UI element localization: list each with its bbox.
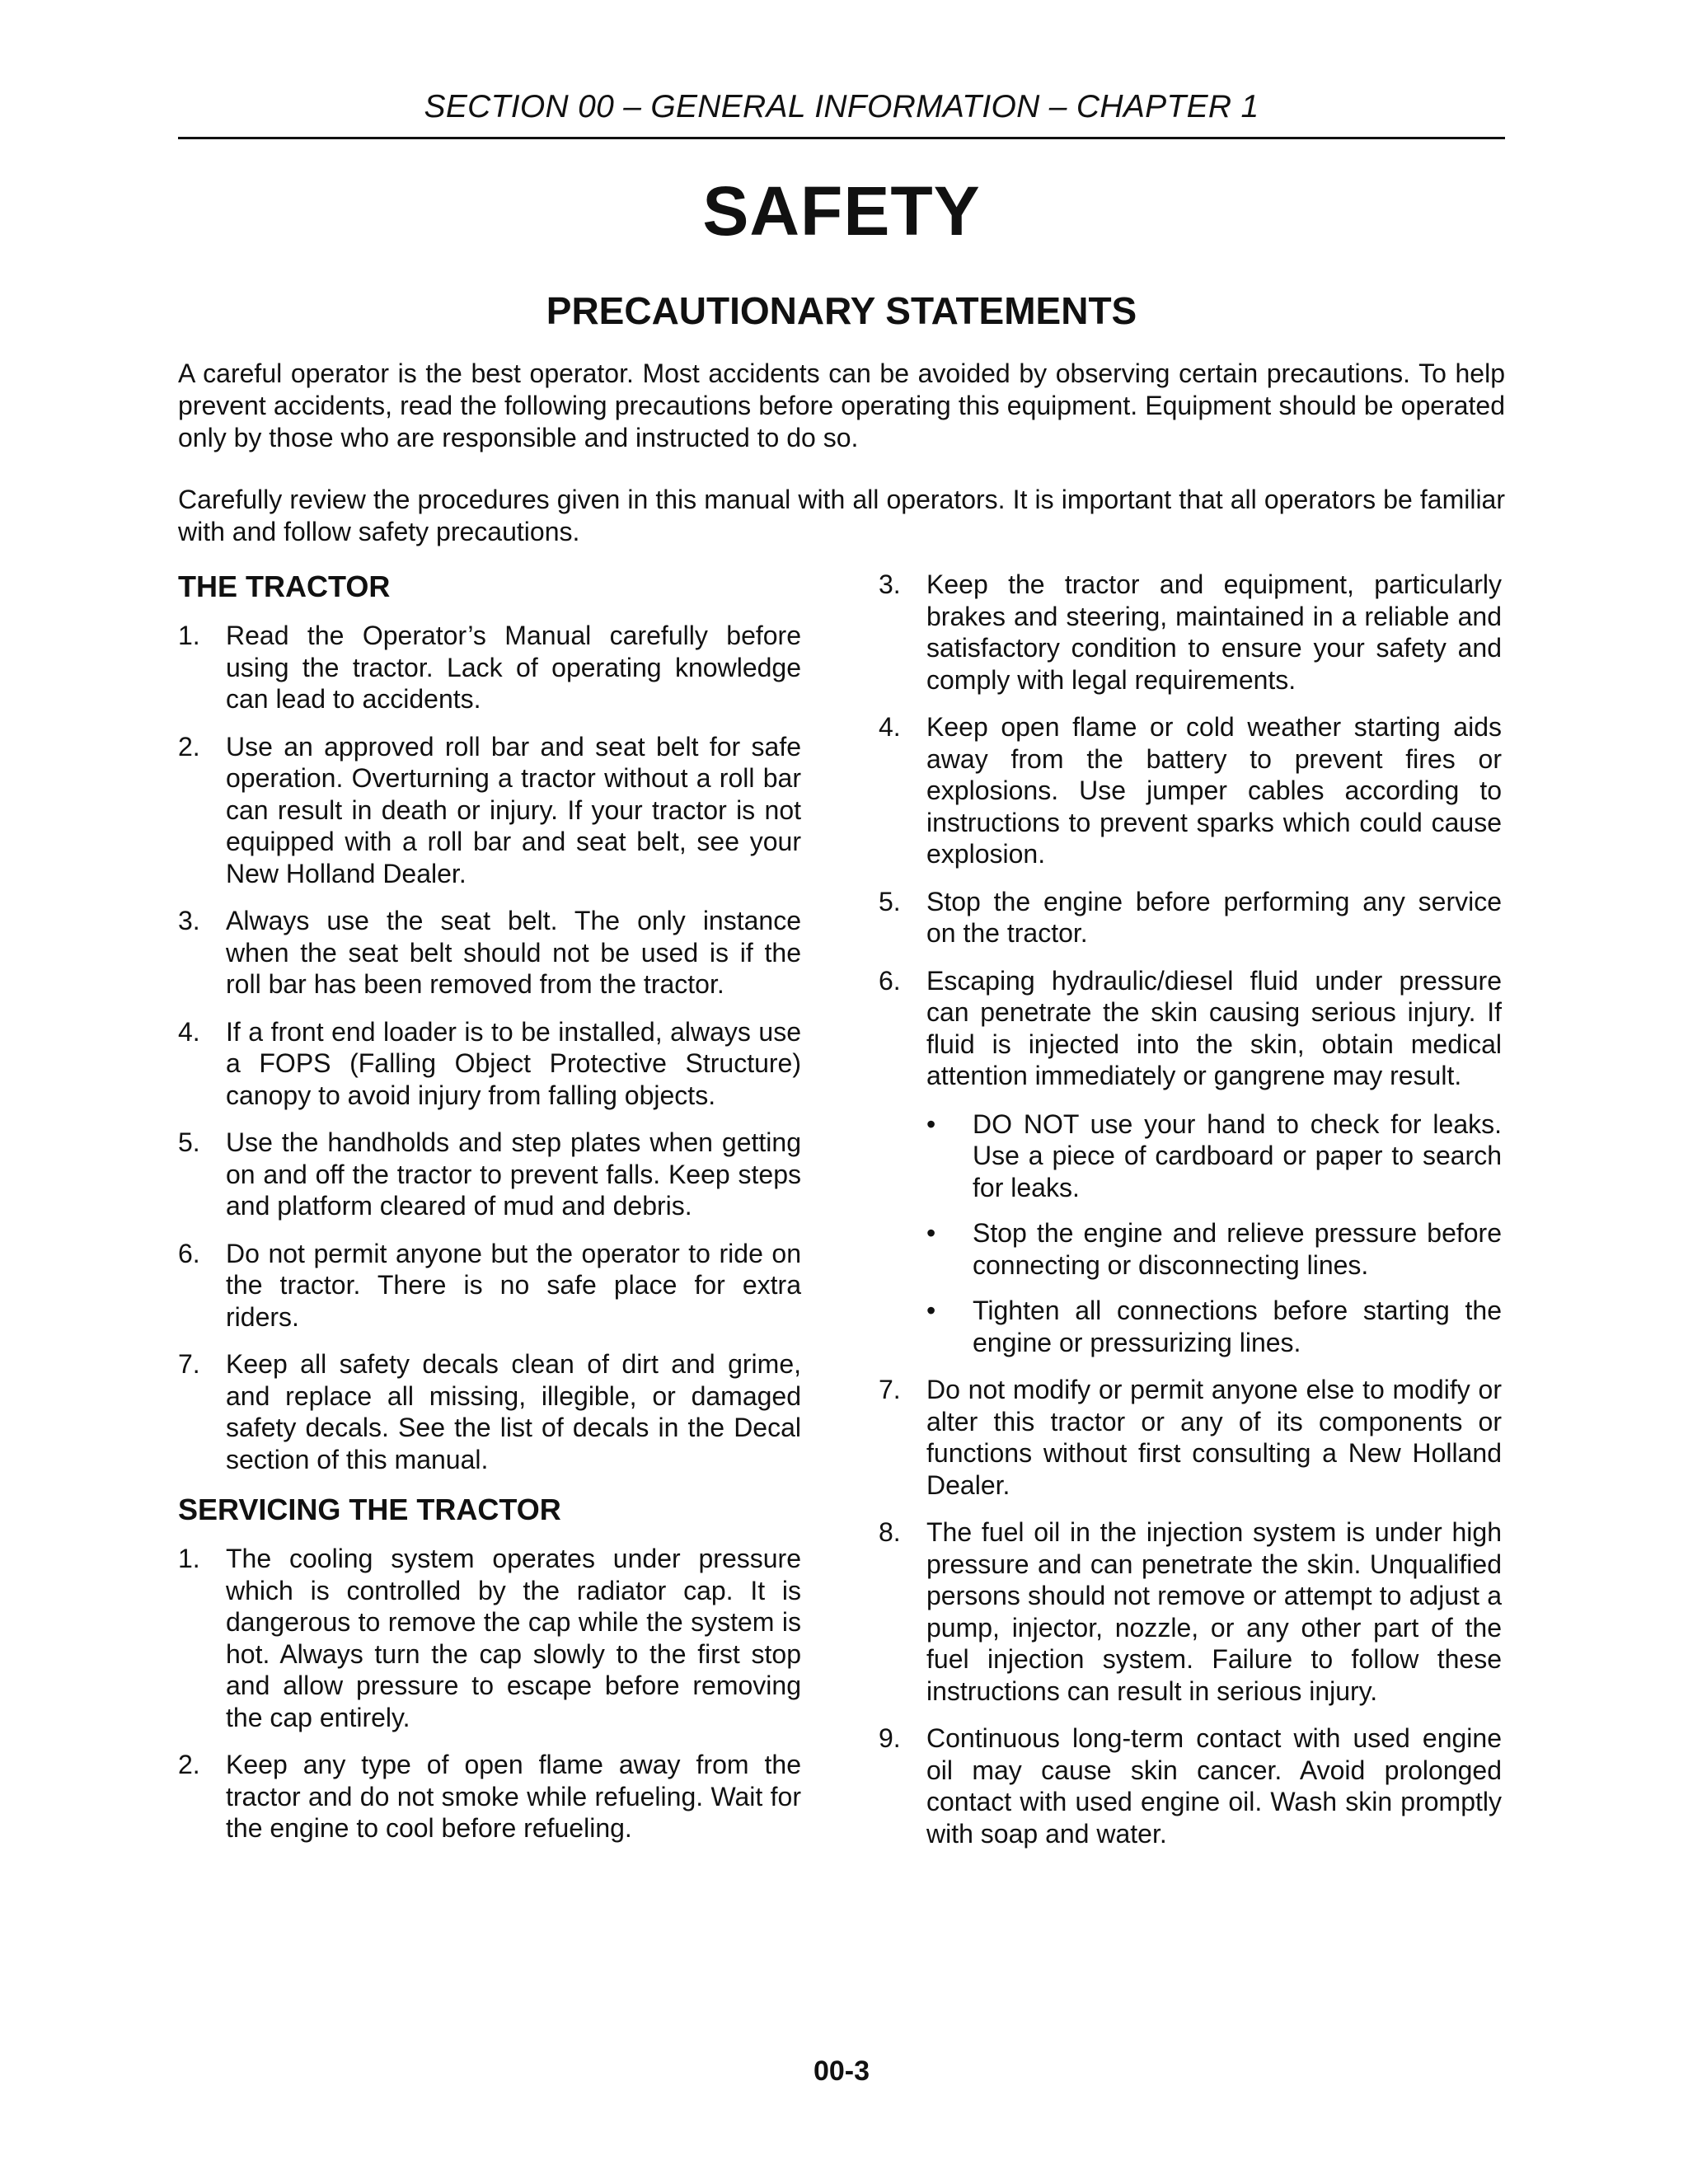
list-item (178, 905, 801, 1001)
leak-bullet-list (926, 1108, 1502, 1359)
servicing-list-right (879, 569, 1502, 1849)
list-item (178, 1348, 801, 1475)
tractor-list (178, 620, 801, 1475)
item-number: 5. (879, 886, 901, 916)
item-number: 7. (178, 1349, 200, 1379)
bullet-icon: • (926, 1108, 936, 1139)
list-item (879, 1516, 1502, 1707)
item-text: Always use the seat belt. The only instance when the seat belt should not be used is if the roll bar has been removed from the tractor. (226, 906, 801, 999)
section-heading-tractor: THE TRACTOR (178, 569, 391, 603)
item-number: 8. (879, 1517, 901, 1547)
list-item (879, 711, 1502, 870)
item-text: The fuel oil in the injection system is under high pressure and can penetrate the skin. Unqualified persons should not remove or attempt to adjust a pump, injector, nozzle, or any other part of the fuel injection system. Failure to follow these instructions can result in serious injury. (926, 1517, 1502, 1706)
intro-section (178, 358, 1505, 578)
list-item (178, 1238, 801, 1333)
list-item (178, 1127, 801, 1222)
bullet-icon: • (926, 1218, 936, 1248)
item-number: 9. (879, 1723, 901, 1753)
item-number: 5. (178, 1127, 200, 1157)
item-text: Keep any type of open flame away from the tractor and do not smoke while refueling. Wait for the engine to cool before refueling. (226, 1750, 801, 1843)
intro-paragraph: Carefully review the procedures given in this manual with all operators. It is important that all operators be familiar with and follow safety precautions. (178, 485, 1505, 546)
page-subtitle: PRECAUTIONARY STATEMENTS (546, 289, 1137, 332)
bullet-text: Tighten all connections before starting the engine or pressurizing lines. (973, 1296, 1502, 1357)
bullet-item (926, 1108, 1502, 1204)
list-item (879, 1722, 1502, 1849)
servicing-list-left (178, 1543, 801, 1844)
item-text: Keep the tractor and equipment, particularly brakes and steering, maintained in a reliable and satisfactory condition to ensure your safety and comply with legal requirements. (926, 569, 1502, 695)
item-number: 7. (879, 1375, 901, 1404)
list-item (178, 1749, 801, 1844)
item-number: 1. (178, 1544, 200, 1573)
item-number: 2. (178, 1750, 200, 1779)
list-item (879, 1374, 1502, 1501)
item-text: Read the Operator’s Manual carefully before using the tractor. Lack of operating knowledge can lead to accidents. (226, 621, 801, 714)
bullet-item (926, 1295, 1502, 1358)
right-column (879, 569, 1502, 1865)
item-text: Keep open flame or cold weather starting aids away from the battery to prevent fires or explosions. Use jumper cables according to instructions to prevent sparks which could cause explosion. (926, 712, 1502, 869)
item-text: Do not permit anyone but the operator to ride on the tractor. There is no safe place for extra riders. (226, 1238, 801, 1332)
list-item (178, 1543, 801, 1733)
list-item (178, 731, 801, 890)
item-number: 6. (879, 965, 901, 996)
item-number: 1. (178, 621, 200, 650)
bullet-text: Stop the engine and relieve pressure before connecting or disconnecting lines. (973, 1218, 1502, 1280)
item-text: Use an approved roll bar and seat belt for safe operation. Overturning a tractor without a roll bar can result in death or injury. If your tractor is not equipped with a roll bar and seat belt, see your New Holland Dealer. (226, 731, 801, 888)
item-text: Continuous long-term contact with used engine oil may cause skin cancer. Avoid prolonged contact with used engine oil. Wash skin promptly with soap and water. (926, 1723, 1502, 1849)
list-item (879, 886, 1502, 949)
running-header: SECTION 00 – GENERAL INFORMATION – CHAPTER 1 (424, 89, 1259, 124)
item-text: Do not modify or permit anyone else to modify or alter this tractor or any of its components or functions without first consulting a New Holland Dealer. (926, 1375, 1502, 1500)
item-number: 3. (178, 906, 200, 935)
item-number: 3. (879, 569, 901, 599)
item-number: 2. (178, 731, 200, 762)
item-text: Use the handholds and step plates when getting on and off the tractor to prevent falls. Keep steps and platform cleared of mud and debris. (226, 1127, 801, 1221)
item-text: If a front end loader is to be installed, always use a FOPS (Falling Object Protective Structure) canopy to avoid injury from falling objects. (226, 1016, 801, 1110)
item-number: 4. (178, 1016, 200, 1047)
header-rule (178, 137, 1505, 139)
left-column (178, 569, 801, 1860)
bullet-text: DO NOT use your hand to check for leaks. Use a piece of cardboard or paper to search for leaks. (973, 1108, 1502, 1202)
item-text: Stop the engine before performing any service on the tractor. (926, 886, 1502, 948)
section-heading-servicing: SERVICING THE TRACTOR (178, 1493, 561, 1526)
item-text: Keep all safety decals clean of dirt and grime, and replace all missing, illegible, or damaged safety decals. See the list of decals in the Decal section of this manual. (226, 1349, 801, 1474)
page-number: 00-3 (813, 2055, 870, 2087)
list-item (879, 569, 1502, 696)
item-number: 6. (178, 1238, 200, 1268)
intro-paragraph: A careful operator is the best operator. Most accidents can be avoided by observing certain precautions. To help prevent accidents, read the following precautions before operating this equipment. Equipment should be operated only by those who are responsible and instructed to do so. (178, 359, 1505, 452)
item-text: The cooling system operates under pressure which is controlled by the radiator cap. It is dangerous to remove the cap while the system is hot. Always turn the cap slowly to the first stop and allow pressure to escape before removing the cap entirely. (226, 1544, 801, 1732)
list-item (178, 1016, 801, 1112)
bullet-item (926, 1217, 1502, 1281)
item-number: 4. (879, 712, 901, 742)
bullet-icon: • (926, 1296, 936, 1325)
list-item (178, 620, 801, 715)
list-item (879, 965, 1502, 1359)
page-title: SAFETY (702, 172, 981, 250)
item-text: Escaping hydraulic/diesel fluid under pressure can penetrate the skin causing serious injury. If fluid is injected into the skin, obtain medical attention immediately or gangrene may result. (926, 965, 1502, 1090)
